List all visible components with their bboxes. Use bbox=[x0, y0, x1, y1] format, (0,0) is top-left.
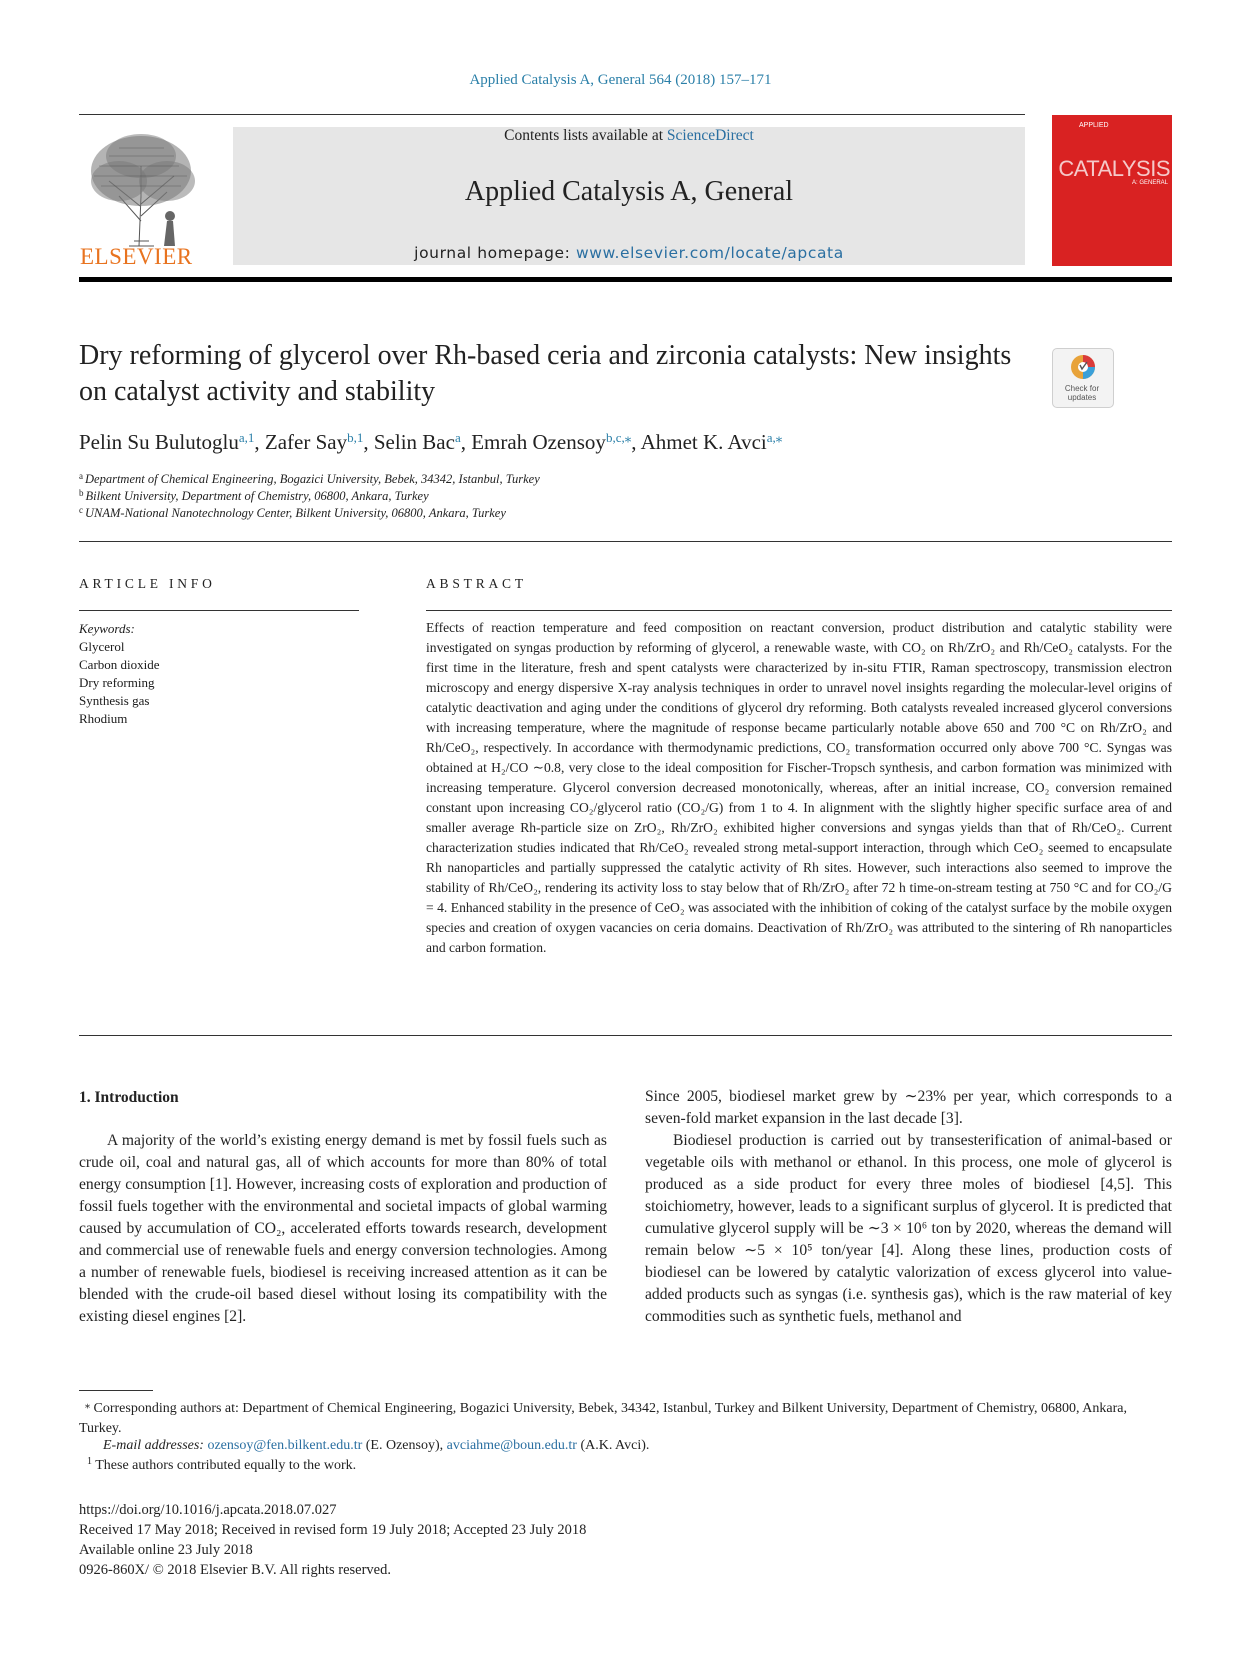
email-link[interactable]: ozensoy@fen.bilkent.edu.tr bbox=[207, 1438, 363, 1453]
keyword-item: Dry reforming bbox=[79, 675, 155, 690]
author-affiliation-mark: a bbox=[454, 430, 461, 445]
author-name[interactable]: Ahmet K. Avci bbox=[640, 430, 767, 454]
affiliation-text: UNAM-National Nanotechnology Center, Bilkent University, 06800, Ankara, Turkey bbox=[85, 506, 506, 520]
asterisk-icon: ⁎ bbox=[85, 1400, 90, 1411]
affiliation-a bbox=[79, 472, 540, 487]
journal-cover-image[interactable] bbox=[1052, 115, 1172, 266]
article-info-heading: ARTICLE INFO bbox=[79, 576, 216, 591]
affiliation-text: Bilkent University, Department of Chemistry, 06800, Ankara, Turkey bbox=[85, 489, 429, 503]
keyword-item: Rhodium bbox=[79, 711, 128, 726]
contents-prefix: Contents lists available at bbox=[504, 127, 667, 144]
journal-title: Applied Catalysis A, General bbox=[464, 176, 794, 207]
section-rule bbox=[79, 541, 1172, 542]
cover-subtitle-text: A: GENERAL bbox=[1131, 180, 1168, 186]
corresponding-text: Corresponding authors at: Department of Chemical Engineering, Bogazici University, Bebek, 34342, Istanbul, Turkey and Bilkent University, Department of Chemistry, 06800, Ankara, Turkey. bbox=[79, 1401, 1127, 1436]
doi-link[interactable]: https://doi.org/10.1016/j.apcata.2018.07.027 bbox=[79, 1502, 337, 1518]
cover-title-text: CATALYSIS bbox=[1058, 156, 1170, 181]
equal-contribution-text: These authors contributed equally to the work. bbox=[95, 1458, 357, 1473]
copyright-line: 0926-860X/ © 2018 Elsevier B.V. All rights reserved. bbox=[79, 1562, 391, 1578]
affiliation-mark: a bbox=[79, 471, 83, 481]
abstract-heading: ABSTRACT bbox=[426, 576, 527, 591]
homepage-link[interactable]: www.elsevier.com/locate/apcata bbox=[576, 244, 844, 262]
homepage-prefix: journal homepage: bbox=[414, 244, 577, 262]
author-affiliation-mark: b,c,⁎ bbox=[605, 430, 632, 445]
cover-small-text: APPLIED bbox=[1079, 122, 1109, 129]
author-name[interactable]: Zafer Say bbox=[264, 430, 348, 454]
author-affiliation-mark: a,1 bbox=[238, 430, 255, 445]
body-column-right bbox=[645, 1086, 1172, 1328]
introduction-heading: 1. Introduction bbox=[79, 1089, 179, 1106]
author-name[interactable]: Pelin Su Bulutoglu bbox=[79, 430, 239, 454]
journal-homepage bbox=[233, 244, 1025, 262]
equal-contribution-footnote bbox=[79, 1456, 1180, 1476]
affiliation-c bbox=[79, 506, 506, 521]
corresponding-footnote bbox=[79, 1396, 1172, 1439]
affiliation-text: Department of Chemical Engineering, Bogazici University, Bebek, 34342, Istanbul, Turkey bbox=[85, 472, 540, 486]
journal-citation[interactable]: Applied Catalysis A, General 564 (2018) 157–171 bbox=[469, 72, 772, 88]
email-link[interactable]: avciahme@boun.edu.tr bbox=[446, 1438, 577, 1453]
footnote-mark: 1 bbox=[87, 1456, 92, 1467]
article-info-rule bbox=[79, 610, 359, 611]
header-rule bbox=[79, 114, 1025, 115]
abstract-end-rule bbox=[79, 1035, 1172, 1036]
author-list: Pelin Su Bulutoglu$^{a,1}$, Zafer Say$^{b,1}$, Selin Bac$^a$, Emrah Ozensoy$^{b,c,⁎}$, Ahmet K. Avci$^{a,⁎}$ bbox=[79, 430, 783, 454]
author-affiliation-mark: b,1 bbox=[347, 430, 364, 445]
contents-line bbox=[233, 127, 1025, 145]
footnote-rule bbox=[79, 1390, 153, 1391]
body-paragraph: A majority of the world’s existing energy demand is met by fossil fuels such as crude oil, coal and natural gas, all of which accounts for more than 80% of total energy consumption [1]. However, increasing costs of exploration and production of fossil fuels together with the environmental and societal impacts of global warming caused by accumulation of CO₂, accelerated efforts towards research, development and commercial use of renewable fuels and energy conversion technologies. Among a number of renewable fuels, biodiesel is receiving increased attention as it can be blended with the crude-oil based diesel without losing its compatibility with the existing diesel engines [2]. bbox=[79, 1132, 607, 1325]
check-for-updates-label: Check for updates bbox=[1064, 384, 1100, 402]
author-affiliation-mark: a,⁎ bbox=[766, 430, 783, 445]
affiliation-mark: b bbox=[79, 488, 84, 498]
affiliation-mark: c bbox=[79, 505, 83, 515]
abstract-rule bbox=[426, 610, 1172, 611]
email-owner: (A.K. Avci). bbox=[580, 1438, 650, 1453]
author-name[interactable]: Emrah Ozensoy bbox=[471, 430, 606, 454]
header-thick-rule bbox=[79, 277, 1172, 282]
check-for-updates-icon bbox=[1053, 349, 1113, 385]
sciencedirect-link[interactable]: ScienceDirect bbox=[666, 127, 754, 144]
body-column-left bbox=[79, 1130, 607, 1328]
keyword-item: Glycerol bbox=[79, 639, 125, 654]
body-paragraph: Biodiesel production is carried out by transesterification of animal-based or vegetable oils with methanol or ethanol. In this process, one mole of glycerol is produced as a side product for every three moles of biodiesel [4,5]. This stoichiometry, however, leads to a significant surplus of glycerol. It is predicted that cumulative glycerol supply will be ∼3 × 10⁶ ton by 2020, whereas the demand will remain below ∼5 × 10⁵ ton/year [4]. Along these lines, production costs of biodiesel can be lowered by catalytic valorization of excess glycerol into value-added products such as syngas (i.e. synthesis gas), which is the raw material of key commodities such as synthetic fuels, methanol and bbox=[645, 1132, 1172, 1325]
affiliation-b bbox=[79, 489, 429, 504]
history-line: Received 17 May 2018; Received in revised form 19 July 2018; Accepted 23 July 2018 bbox=[79, 1522, 587, 1538]
author-name[interactable]: Selin Bac bbox=[373, 430, 455, 454]
keywords-label: Keywords: bbox=[79, 621, 135, 636]
elsevier-logo-text: ELSEVIER bbox=[80, 244, 193, 269]
online-date: Available online 23 July 2018 bbox=[79, 1542, 253, 1558]
keyword-item: Carbon dioxide bbox=[79, 657, 160, 672]
body-paragraph: Since 2005, biodiesel market grew by ∼23% per year, which corresponds to a seven-fold market expansion in the last decade [3]. bbox=[645, 1088, 1172, 1127]
keyword-item: Synthesis gas bbox=[79, 693, 150, 708]
email-owner: (E. Ozensoy), bbox=[365, 1438, 444, 1453]
email-label: E-mail addresses: bbox=[103, 1438, 204, 1453]
abstract-text: Effects of reaction temperature and feed composition on reactant conversion, product distribution and catalytic stability were investigated on syngas production by reforming of glycerol, a renewable waste, with CO₂ on Rh/ZrO₂ and Rh/CeO₂ catalysts. For the first time in the literature, fresh and spent catalysts were characterized by in-situ FTIR, Raman spectroscopy, transmission electron microscopy and energy dispersive X-ray analysis techniques in order to unravel novel insights regarding the molecular-level origins of catalytic deactivation and aging under the conditions of glycerol dry reforming. Both catalysts revealed increased glycerol conversions with increasing temperature, where the magnitude of response became particularly notable above 650 and 700 °C on Rh/ZrO₂ and Rh/CeO₂, respectively. In accordance with thermodynamic predictions, CO₂ transformation occurred only above 700 °C. Syngas was obtained at H₂/CO ∼0.8, very close to the ideal composition for Fischer-Tropsch synthesis, and carbon formation was minimized with increasing temperature. Glycerol conversion decreased monotonically, whereas, after an initial increase, CO₂ conversion remained constant upon increasing CO₂/glycerol ratio (CO₂/G) from 1 to 4. In alignment with the slightly higher specific surface area of and smaller average Rh-particle size on ZrO₂, Rh/ZrO₂ exhibited higher conversions and syngas yields than that of Rh/CeO₂. Current characterization studies indicated that Rh/CeO₂ revealed strong metal-support interaction, through which CeO₂ seemed to encapsulate Rh nanoparticles and partially suppressed the catalytic activity of Rh sites. However, such interactions also seemed to improve the stability of Rh/CeO₂, rendering its activity loss to stay below that of Rh/ZrO₂ after 72 h time-on-stream testing at 750 °C and for CO₂/G = 4. Enhanced stability in the presence of CeO₂ was associated with the inhibition of coking of the catalyst surface by the mobile oxygen species and creation of oxygen vacancies on ceria domains. Deactivation of Rh/ZrO₂ was attributed to the sintering of Rh nanoparticles and carbon formation. bbox=[426, 620, 1172, 955]
email-footnote bbox=[79, 1436, 1196, 1456]
article-title: Dry reforming of glycerol over Rh-based ceria and zirconia catalysts: New insights on catalyst activity and stability bbox=[79, 340, 1012, 407]
